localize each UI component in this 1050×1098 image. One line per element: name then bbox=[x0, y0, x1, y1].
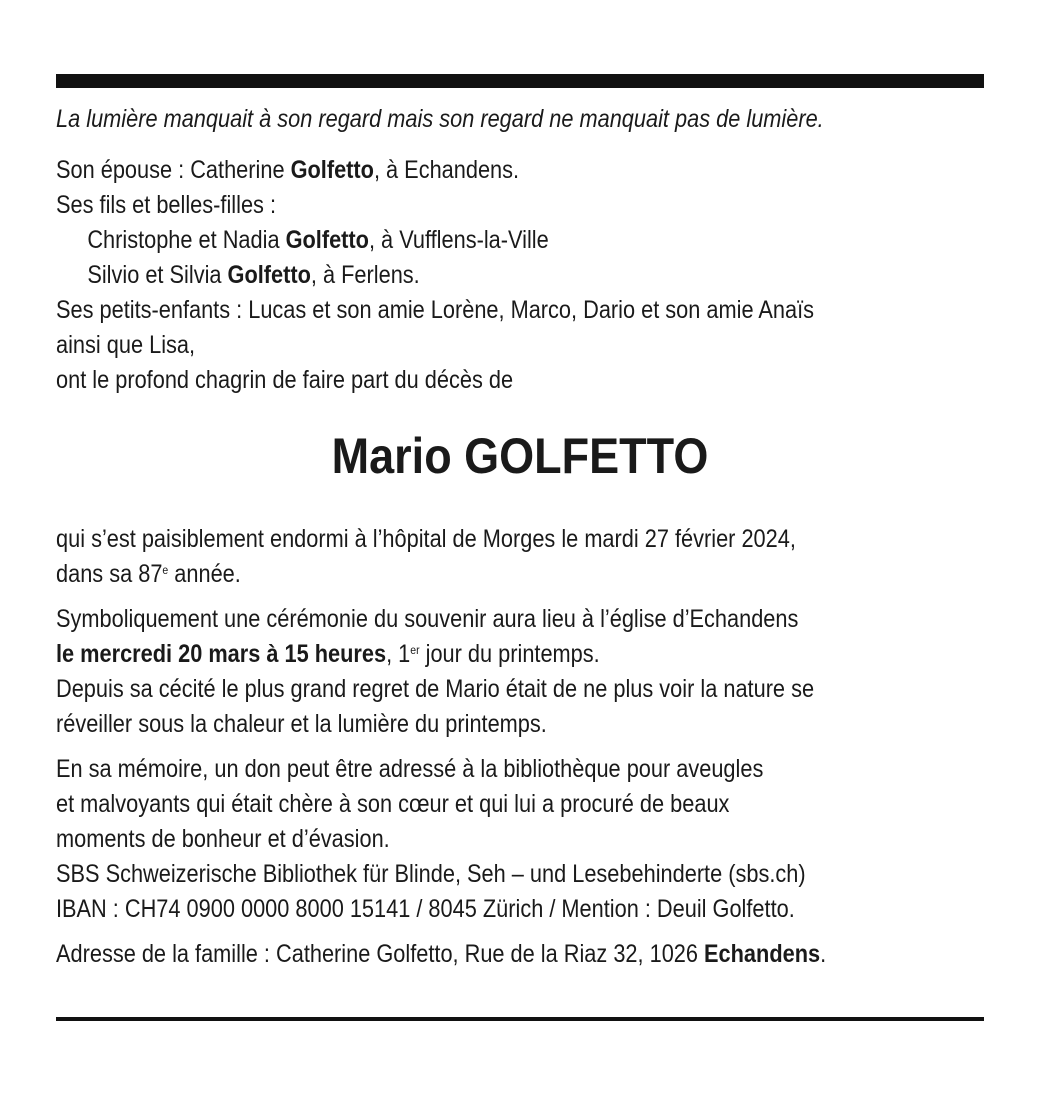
ceremony-line-3: Depuis sa cécité le plus grand regret de Mario était de ne plus voir la nature se bbox=[56, 675, 815, 703]
donation-line-3: moments de bonheur et d’évasion. bbox=[56, 825, 390, 853]
ceremony-line-4: réveiller sous la chaleur et la lumière du printemps. bbox=[56, 710, 547, 738]
family-section bbox=[56, 153, 984, 398]
son-line-2: Silvio et Silvia Golfetto, à Ferlens. bbox=[87, 261, 420, 289]
donation-line-1: En sa mémoire, un don peut être adressé à la bibliothèque pour aveugles bbox=[56, 755, 764, 783]
death-line-2: dans sa 87e année. bbox=[56, 560, 241, 588]
family-address-line: Adresse de la famille : Catherine Golfetto, Rue de la Riaz 32, 1026 Echandens. bbox=[56, 940, 827, 968]
grandchildren-line-1: Ses petits-enfants : Lucas et son amie Lorène, Marco, Dario et son amie Anaïs bbox=[56, 296, 815, 324]
ceremony-line-2: le mercredi 20 mars à 15 heures, 1er jour du printemps. bbox=[56, 640, 600, 668]
sons-heading: Ses fils et belles-filles : bbox=[56, 191, 277, 219]
death-section bbox=[56, 522, 984, 592]
son-line-1: Christophe et Nadia Golfetto, à Vufflens-la-Ville bbox=[87, 226, 549, 254]
death-line-1: qui s’est paisiblement endormi à l’hôpital de Morges le mardi 27 février 2024, bbox=[56, 525, 796, 553]
iban-line: IBAN : CH74 0900 0000 8000 15141 / 8045 Zürich / Mention : Deuil Golfetto. bbox=[56, 895, 795, 923]
announcement-line: ont le profond chagrin de faire part du décès de bbox=[56, 366, 514, 394]
obituary-notice bbox=[56, 74, 984, 972]
donation-line-2: et malvoyants qui était chère à son cœur et qui lui a procuré de beaux bbox=[56, 790, 730, 818]
donation-section bbox=[56, 752, 984, 927]
donation-line-4: SBS Schweizerische Bibliothek für Blinde, Seh – und Lesebehinderte (sbs.ch) bbox=[56, 860, 806, 888]
ceremony-line-1: Symboliquement une cérémonie du souvenir aura lieu à l’église d’Echandens bbox=[56, 605, 799, 633]
address-section bbox=[56, 937, 984, 972]
epigraph-quote: La lumière manquait à son regard mais son regard ne manquait pas de lumière. bbox=[56, 105, 824, 133]
deceased-name: Mario GOLFETTO bbox=[331, 428, 709, 484]
grandchildren-line-2: ainsi que Lisa, bbox=[56, 331, 196, 359]
top-rule bbox=[56, 74, 984, 88]
spouse-line: Son épouse : Catherine Golfetto, à Echandens. bbox=[56, 156, 520, 184]
bottom-rule bbox=[56, 1017, 984, 1021]
ceremony-section bbox=[56, 602, 984, 742]
